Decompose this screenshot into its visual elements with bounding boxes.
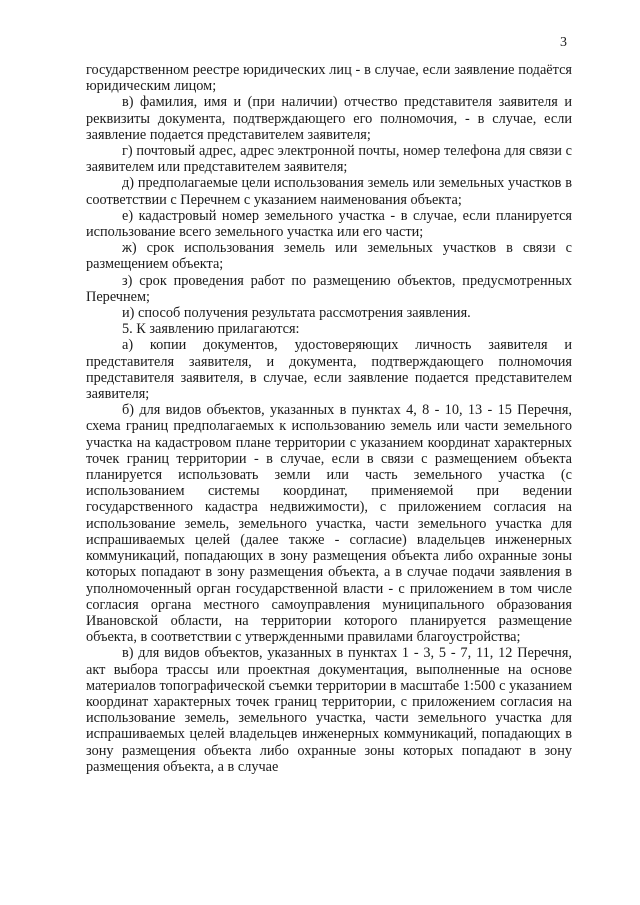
paragraph: в) фамилия, имя и (при наличии) отчество представителя заявителя и реквизиты документа, подтверждающего его полномочия, - в случае, если заявление подается представителем заявителя;	[86, 94, 572, 143]
paragraph: д) предполагаемые цели использования земель или земельных участков в соответствии с Перечнем с указанием наименования объекта;	[86, 175, 572, 208]
paragraph: б) для видов объектов, указанных в пунктах 4, 8 - 10, 13 - 15 Перечня, схема границ предполагаемых к использованию земель или части земельного участка на кадастровом плане территории с указанием координат характерных точек границ территории - в случае, если в связи с размещением объекта планируется использовать земли или часть земельного участка (с использованием системы координат, применяемой при ведении государственного кадастра недвижимости), с приложением согласия на использование земель, земельного участка, части земельного участка для испрашиваемых целей (далее также - согласие) владельцев инженерных коммуникаций, попадающих в зону размещения объекта либо охранные зоны которых попадают в зону размещения объекта, а в случае подачи заявления в уполномоченный орган государственной власти - с приложением в том числе согласия органа местного самоуправления муниципального образования Ивановской области, на территории которого планируется размещение объекта, в соответствии с утвержденными правилами благоустройства;	[86, 402, 572, 646]
paragraph: г) почтовый адрес, адрес электронной почты, номер телефона для связи с заявителем или представителем заявителя;	[86, 143, 572, 176]
paragraph: в) для видов объектов, указанных в пунктах 1 - 3, 5 - 7, 11, 12 Перечня, акт выбора трассы или проектная документация, выполненные на основе материалов топографической съемки территории в масштабе 1:500 с указанием координат характерных точек границ территории, с приложением согласия на использование земель, земельного участка, части земельного участка для испрашиваемых целей владельцев инженерных коммуникаций, попадающих в зону размещения объекта либо охранные зоны которых попадают в зону размещения объекта, а в случае	[86, 645, 572, 775]
page-number: 3	[560, 35, 567, 50]
paragraph: и) способ получения результата рассмотрения заявления.	[122, 305, 471, 322]
paragraph: государственном реестре юридических лиц - в случае, если заявление подаётся юридическим лицом;	[86, 62, 572, 95]
paragraph: ж) срок использования земель или земельных участков в связи с размещением объекта;	[86, 240, 572, 273]
paragraph: е) кадастровый номер земельного участка - в случае, если планируется использование всего земельного участка или его части;	[86, 207, 572, 241]
paragraph: з) срок проведения работ по размещению объектов, предусмотренных Перечнем;	[86, 272, 572, 305]
paragraph: а) копии документов, удостоверяющих личность заявителя и представителя заявителя, и документа, подтверждающего полномочия представителя заявителя, в случае, если заявление подается представителем заявителя;	[86, 337, 572, 403]
section-heading: 5. К заявлению прилагаются:	[122, 321, 300, 338]
document-body	[86, 62, 572, 775]
